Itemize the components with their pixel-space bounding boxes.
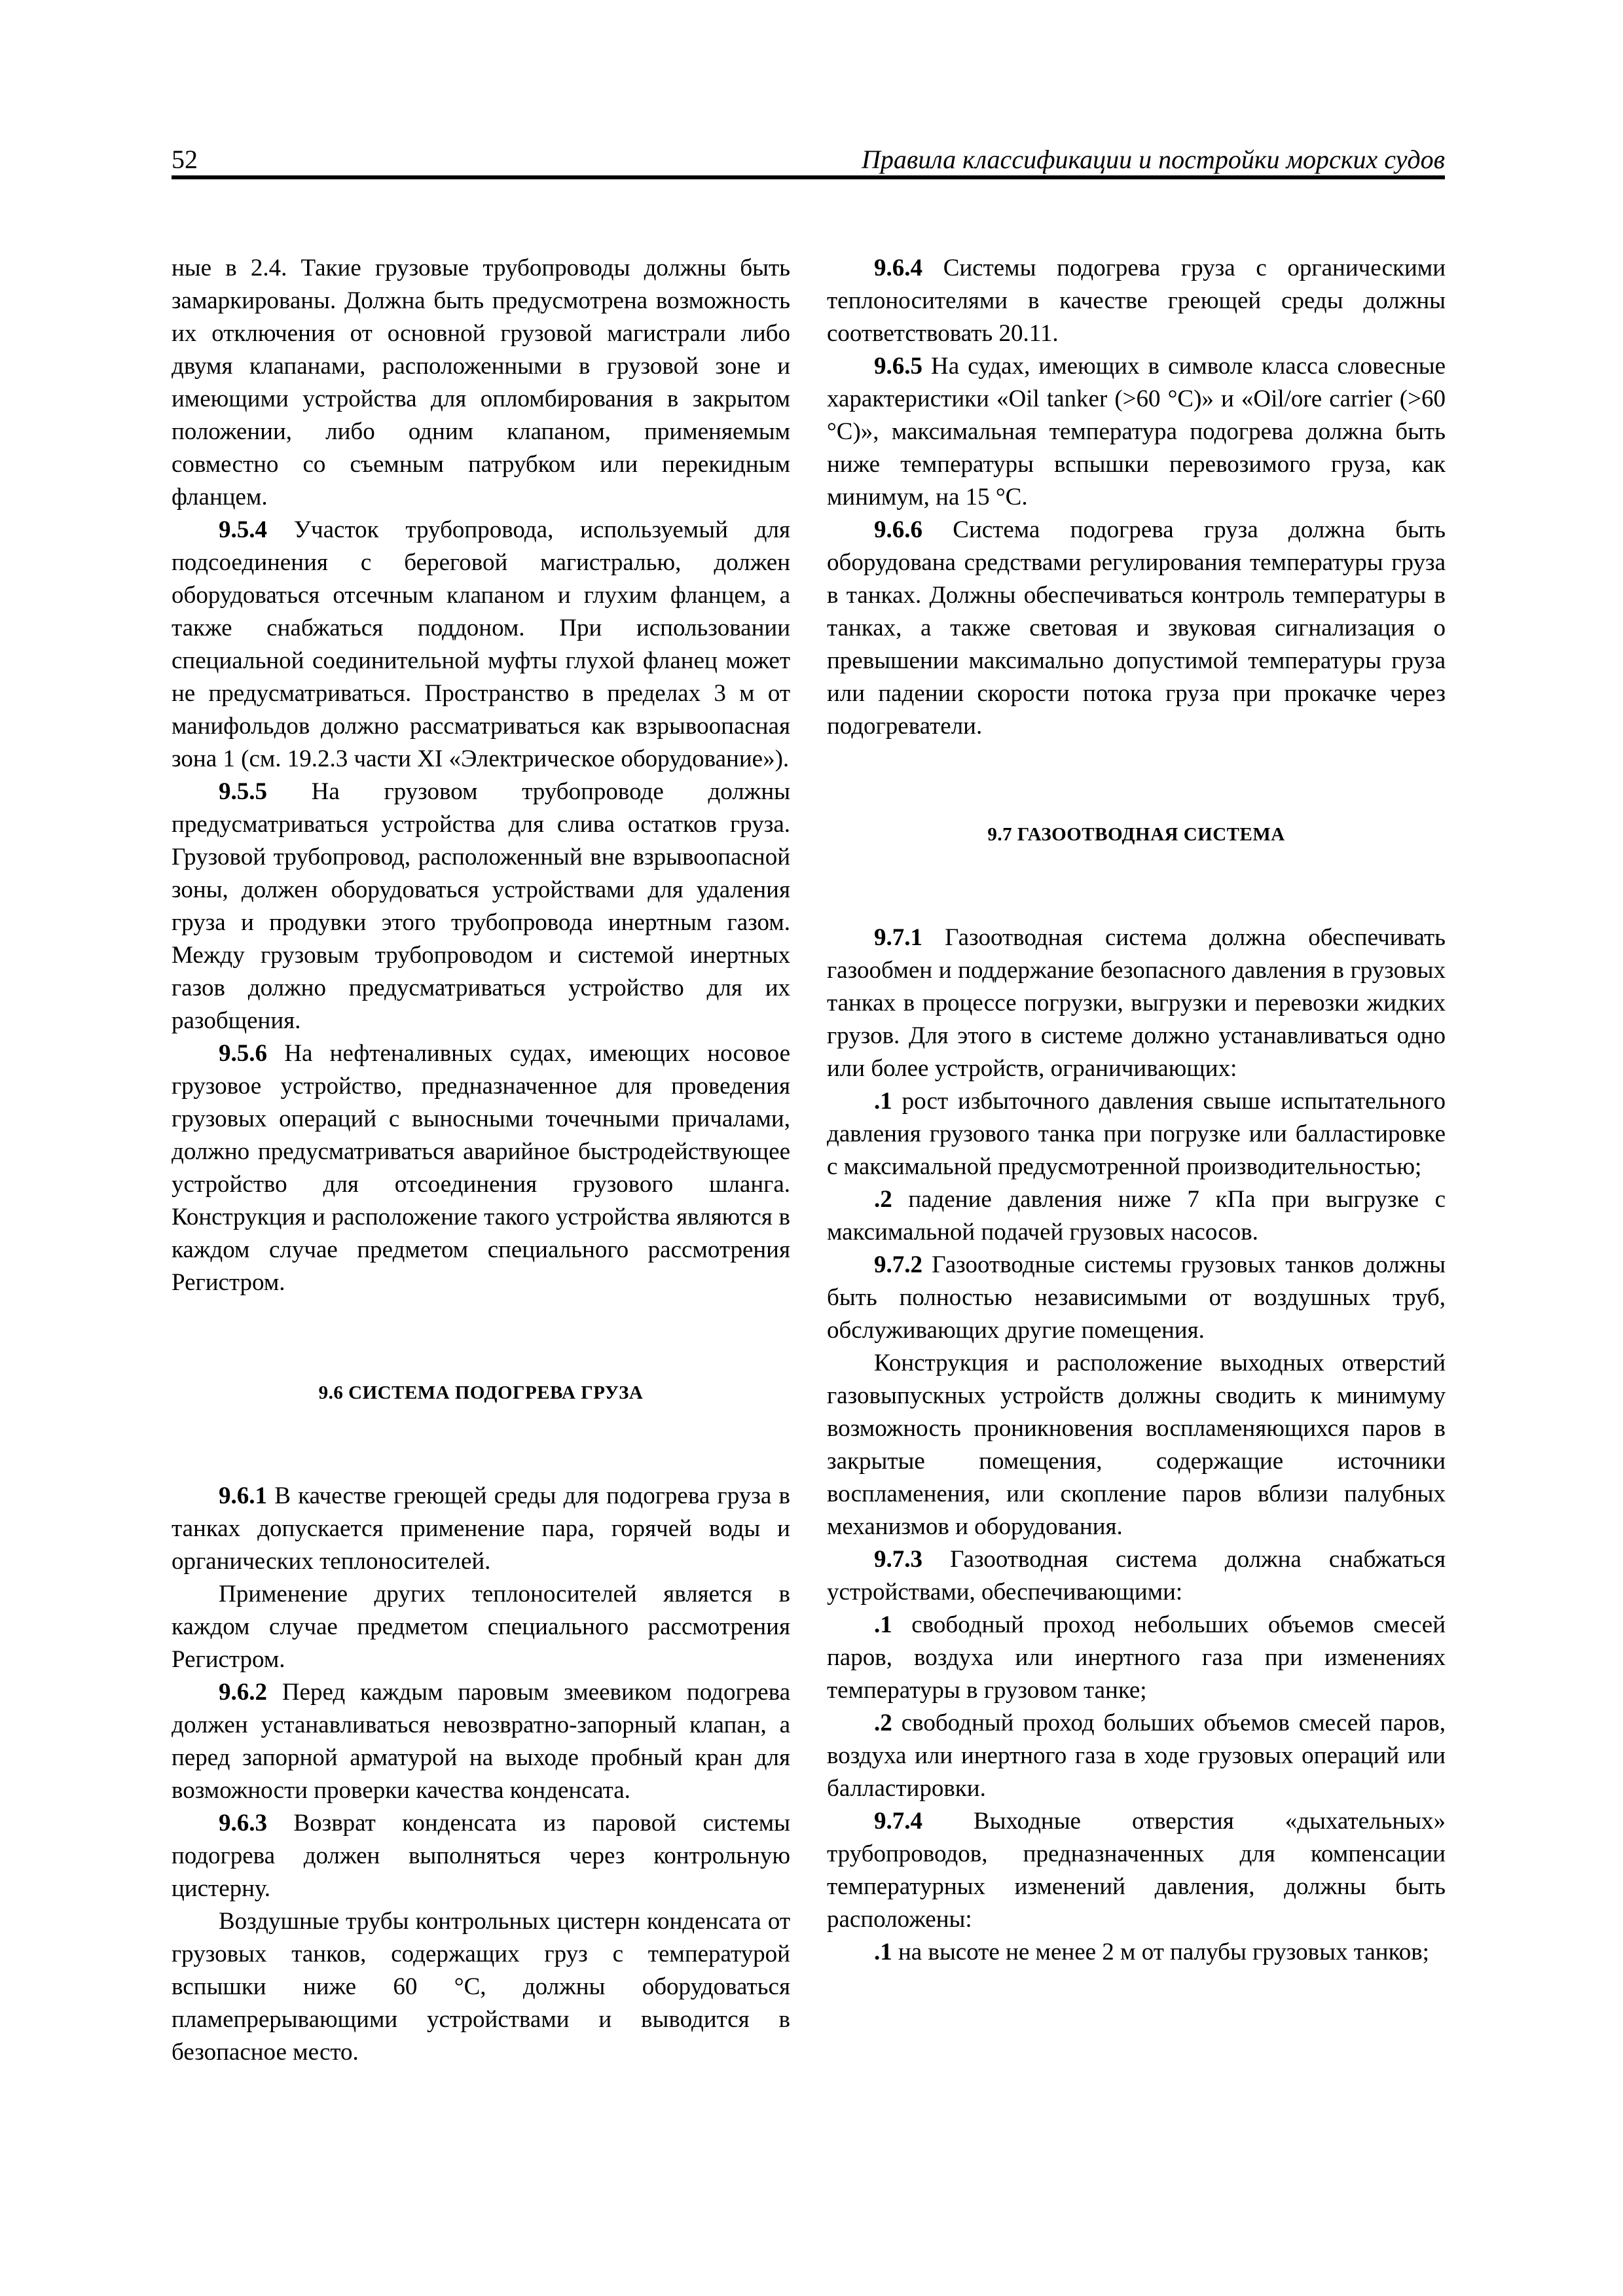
right-column	[827, 252, 1446, 1969]
clause-number: 9.7.4	[874, 1808, 922, 1835]
header-rule	[172, 175, 1445, 179]
section-heading-9-7: 9.7 ГАЗООТВОДНАЯ СИСТЕМА	[987, 824, 1285, 845]
left-column	[172, 252, 790, 2069]
paragraph-9-6-5: 9.6.5 На судах, имеющих в символе класса словесные характеристики «Oil tanker (>60 °С)» и «Oil/ore carrier (>60 °С)», максимальная температура подогрева должна быть ниже температуры вспышки перевозимого груза, как минимум, на 15 °С.	[827, 353, 1446, 511]
item-number: .2	[874, 1186, 892, 1213]
section-heading-9-6: 9.6 СИСТЕМА ПОДОГРЕВА ГРУЗА	[318, 1382, 644, 1403]
page-number: 52	[172, 145, 198, 174]
item-number: .1	[874, 1088, 892, 1115]
list-item: .1 свободный проход небольших объемов смесей паров, воздуха или инертного газа при изменениях температуры в грузовом танке;	[827, 1611, 1446, 1704]
paragraph-9-6-6: 9.6.6 Система подогрева груза должна быть оборудована средствами регулирования температуры груза в танках. Должны обеспечиваться контроль температуры в танках, а также световая и звуковая сигнализация о превышении максимально допустимой температуры груза или падении скорости потока груза при прокачке через подогреватели.	[827, 516, 1446, 740]
list-item: .1 на высоте не менее 2 м от палубы грузовых танков;	[874, 1939, 1429, 1965]
paragraph: Воздушные трубы контрольных цистерн конденсата от грузовых танков, содержащих груз с температурой вспышки ниже 60 °С, должны оборудоваться пламепрерывающими устройствами и выводится в безопасное место.	[172, 1908, 790, 2066]
paragraph-9-7-3: 9.7.3 Газоотводная система должна снабжаться устройствами, обеспечивающими:	[827, 1546, 1446, 1605]
item-number: .2	[874, 1710, 892, 1736]
clause-number: 9.5.5	[219, 778, 267, 805]
list-item: .2 падение давления ниже 7 кПа при выгрузке с максимальной подачей грузовых насосов.	[827, 1186, 1446, 1246]
clause-number: 9.6.6	[874, 516, 922, 543]
paragraph-9-5-4: 9.5.4 Участок трубопровода, используемый для подсоединения с береговой магистралью, должен оборудоваться отсечным клапаном и глухим фланцем, а также снабжаться поддоном. При использовании специальной соединительной муфты глухой фланец может не предусматриваться. Пространство в пределах 3 м от манифольдов должно рассматриваться как взрывоопасная зона 1 (см. 19.2.3 части XI «Электрическое оборудование»).	[172, 516, 790, 772]
paragraph: Конструкция и расположение выходных отверстий газовыпускных устройств должны сводить к минимуму возможность проникновения воспламеняющихся паров в закрытые помещения, содержащие источники воспламенения, или скопление паров вблизи палубных механизмов и оборудования.	[827, 1350, 1446, 1540]
clause-number: 9.7.3	[874, 1546, 922, 1573]
clause-number: 9.6.4	[874, 255, 922, 281]
paragraph-9-6-1: 9.6.1 В качестве греющей среды для подогрева груза в танках допускается применение пара, горячей воды и органических теплоносителей.	[172, 1482, 790, 1575]
paragraph-9-6-2: 9.6.2 Перед каждым паровым змеевиком подогрева должен устанавливаться невозвратно-запорный клапан, а перед запорной арматурой на выходе пробный кран для возможности проверки качества конденсата.	[172, 1679, 790, 1804]
clause-number: 9.6.2	[219, 1679, 267, 1706]
clause-number: 9.6.1	[219, 1482, 267, 1509]
item-number: .1	[874, 1611, 892, 1638]
paragraph-9-6-4: 9.6.4 Системы подогрева груза с органическими теплоносителями в качестве греющей среды должны соответствовать 20.11.	[827, 255, 1446, 347]
paragraph-9-7-1: 9.7.1 Газоотводная система должна обеспечивать газообмен и поддержание безопасного давления в грузовых танках в процессе погрузки, выгрузки и перевозки жидких грузов. Для этого в системе должно устанавливаться одно или более устройств, ограничивающих:	[827, 924, 1446, 1082]
paragraph-9-6-3: 9.6.3 Возврат конденсата из паровой системы подогрева должен выполняться через контрольную цистерну.	[172, 1810, 790, 1902]
clause-number: 9.7.2	[874, 1251, 922, 1278]
paragraph: Применение других теплоносителей является в каждом случае предметом специального рассмотрения Регистром.	[172, 1581, 790, 1673]
clause-number: 9.6.5	[874, 353, 922, 380]
paragraph: ные в 2.4. Такие грузовые трубопроводы должны быть замаркированы. Должна быть предусмотрена возможность их отключения от основной грузовой магистрали либо двумя клапанами, расположенными в грузовой зоне и имеющими устройства для опломбирования в закрытом положении, либо одним клапаном, применяемым совместно со съемным патрубком или перекидным фланцем.	[172, 255, 790, 511]
clause-number: 9.5.4	[219, 516, 267, 543]
clause-number: 9.6.3	[219, 1810, 267, 1837]
paragraph-9-7-4: 9.7.4 Выходные отверстия «дыхательных» трубопроводов, предназначенных для компенсации температурных изменений давления, должны быть расположены:	[827, 1808, 1446, 1933]
item-number: .1	[874, 1939, 892, 1965]
paragraph-9-5-5: 9.5.5 На грузовом трубопроводе должны предусматриваться устройства для слива остатков груза. Грузовой трубопровод, расположенный вне взрывоопасной зоны, должен оборудоваться устройствами для удаления груза и продувки этого трубопровода инертным газом. Между грузовым трубопроводом и системой инертных газов должно предусматриваться устройство для их разобщения.	[172, 778, 790, 1034]
paragraph-9-5-6: 9.5.6 На нефтеналивных судах, имеющих носовое грузовое устройство, предназначенное для проведения грузовых операций с выносными точечными причалами, должно предусматриваться аварийное быстродействующее устройство для отсоединения грузового шланга. Конструкция и расположение такого устройства являются в каждом случае предметом специального рассмотрения Регистром.	[172, 1040, 790, 1296]
clause-number: 9.5.6	[219, 1040, 267, 1067]
running-title: Правила классификации и постройки морских судов	[861, 145, 1445, 174]
paragraph-9-7-2: 9.7.2 Газоотводные системы грузовых танков должны быть полностью независимыми от воздушных труб, обслуживающих другие помещения.	[827, 1251, 1446, 1344]
clause-number: 9.7.1	[874, 924, 922, 951]
list-item: .1 рост избыточного давления свыше испытательного давления грузового танка при погрузке или балластировке с максимальной предусмотренной производительностью;	[827, 1088, 1446, 1180]
list-item: .2 свободный проход больших объемов смесей паров, воздуха или инертного газа в ходе грузовых операций или балластировки.	[827, 1710, 1446, 1802]
